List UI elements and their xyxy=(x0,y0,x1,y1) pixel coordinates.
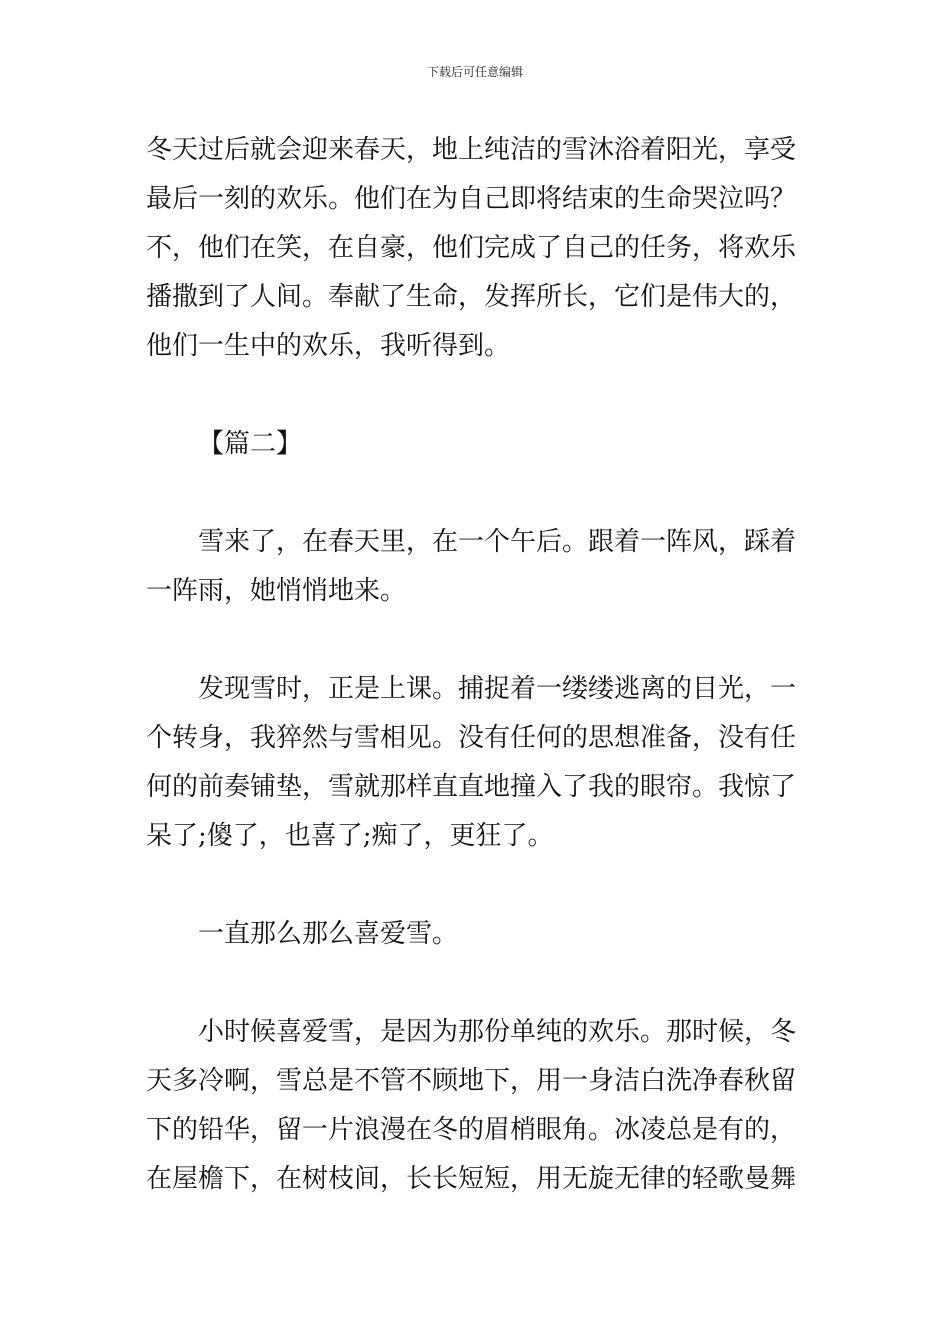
paragraph xyxy=(146,910,808,959)
paragraph-gap xyxy=(146,959,808,1008)
section-title: 【篇二】 xyxy=(198,429,303,459)
text-line: 何的前奏铺垫，雪就那样直直地撞入了我的眼帘。我惊了 xyxy=(146,772,797,802)
paragraph-gap xyxy=(146,469,808,518)
text-line: 一直那么那么喜爱雪。 xyxy=(198,919,459,949)
paragraph xyxy=(146,126,808,371)
text-line: 雪来了，在春天里，在一个午后。跟着一阵风，踩着 xyxy=(198,527,797,557)
text-line: 天多冷啊，雪总是不管不顾地下，用一身洁白洗净春秋留 xyxy=(146,1066,797,1096)
paragraph-gap xyxy=(146,616,808,665)
document-body xyxy=(146,126,808,1204)
paragraph xyxy=(146,1008,808,1204)
text-line: 最后一刻的欢乐。他们在为自己即将结束的生命哭泣吗？ xyxy=(146,184,797,214)
text-line: 他们一生中的欢乐，我听得到。 xyxy=(146,331,511,361)
text-line: 小时候喜爱雪，是因为那份单纯的欢乐。那时候，冬 xyxy=(198,1017,797,1047)
text-line: 播撒到了人间。奉献了生命，发挥所长，它们是伟大的， xyxy=(146,282,797,312)
text-line: 不，他们在笑，在自豪，他们完成了自己的任务，将欢乐 xyxy=(146,233,797,263)
paragraph xyxy=(146,518,808,616)
text-line: 下的铅华，留一片浪漫在冬的眉梢眼角。冰凌总是有的， xyxy=(146,1115,797,1145)
text-line: 冬天过后就会迎来春天，地上纯洁的雪沐浴着阳光，享受 xyxy=(146,135,797,165)
page-header-note: 下载后可任意编辑 xyxy=(426,65,523,79)
text-line: 呆了;傻了，也喜了;痴了，更狂了。 xyxy=(146,821,554,851)
paragraph-gap xyxy=(146,371,808,420)
section-heading xyxy=(146,420,808,469)
text-line: 个转身，我猝然与雪相见。没有任何的思想准备，没有任 xyxy=(146,723,797,753)
text-line: 在屋檐下，在树枝间，长长短短，用无旋无律的轻歌曼舞 xyxy=(146,1164,797,1194)
paragraph-gap xyxy=(146,861,808,910)
paragraph xyxy=(146,665,808,861)
text-line: 发现雪时，正是上课。捕捉着一缕缕逃离的目光，一 xyxy=(198,674,797,704)
text-line: 一阵雨，她悄悄地来。 xyxy=(146,576,407,606)
